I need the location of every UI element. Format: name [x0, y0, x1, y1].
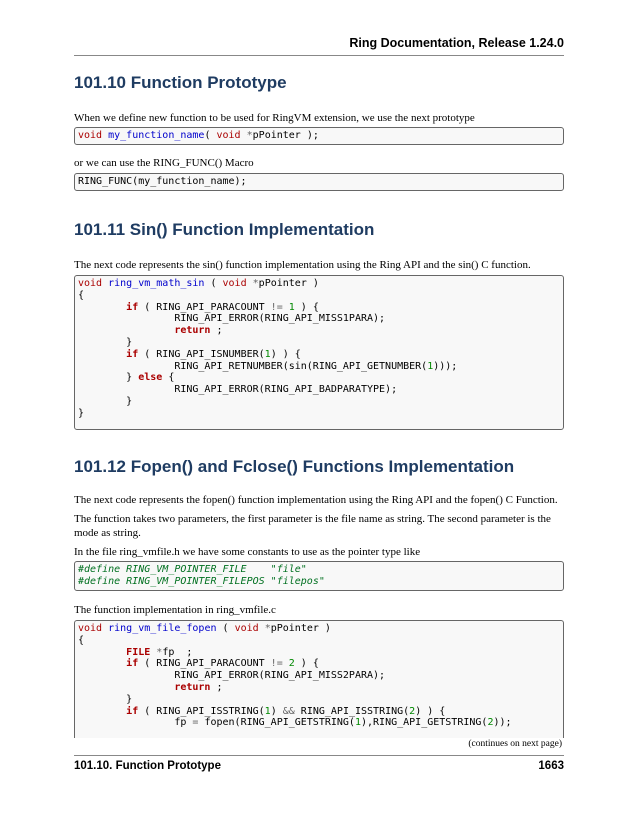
paragraph: or we can use the RING_FUNC() Macro: [74, 157, 254, 169]
section-heading-sin-implementation: 101.11 Sin() Function Implementation: [74, 220, 375, 239]
continues-note: (continues on next page): [468, 739, 562, 749]
header-rule: [74, 55, 564, 56]
page-number: 1663: [538, 760, 564, 772]
paragraph: The next code represents the sin() function implementation using the Ring API and the sin() C function.: [74, 259, 531, 271]
paragraph: In the file ring_vmfile.h we have some constants to use as the pointer type like: [74, 546, 421, 558]
code-block-prototype: void my_function_name( void *pPointer );: [74, 127, 564, 145]
section-heading-function-prototype: 101.10 Function Prototype: [74, 73, 287, 92]
paragraph: The function takes two parameters, the first parameter is the file name as string. The second parameter is the mode as string.: [74, 513, 551, 539]
code-block-macro: RING_FUNC(my_function_name);: [74, 173, 564, 191]
page-footer: [74, 755, 564, 772]
header-title: Ring Documentation, Release 1.24.0: [349, 36, 564, 50]
paragraph: The function implementation in ring_vmfile.c: [74, 604, 276, 616]
code-block-fopen: void ring_vm_file_fopen ( void *pPointer ) { FILE *fp ; if ( RING_API_PARACOUNT != 2 ) { RING_API_ERROR(RING_API_MISS2PARA); return ; } if ( RING_API_ISSTRING(1) && RING_API_ISSTRING(2) ) { fp = fopen(RING_API_GETSTRING(1),RING_API_GETSTRING(2));: [74, 620, 564, 738]
code-block-sin: void ring_vm_math_sin ( void *pPointer ) { if ( RING_API_PARACOUNT != 1 ) { RING_API_ERROR(RING_API_MISS1PARA); return ; } if ( RING_API_ISNUMBER(1) ) { RING_API_RETNUMBER(sin(RING_API_GETNUMBER(1))); } else { RING_API_ERROR(RING_API_BADPARATYPE); } }: [74, 275, 564, 430]
section-heading-fopen-fclose: 101.12 Fopen() and Fclose() Functions Implementation: [74, 457, 515, 476]
code-block-defines: #define RING_VM_POINTER_FILE "file" #define RING_VM_POINTER_FILEPOS "filepos": [74, 561, 564, 591]
footer-section: 101.10. Function Prototype: [74, 760, 221, 772]
paragraph: When we define new function to be used for RingVM extension, we use the next prototype: [74, 112, 475, 124]
footer-rule: [74, 755, 564, 756]
page-header: [74, 36, 564, 56]
paragraph: The next code represents the fopen() function implementation using the Ring API and the fopen() C Function.: [74, 494, 558, 506]
